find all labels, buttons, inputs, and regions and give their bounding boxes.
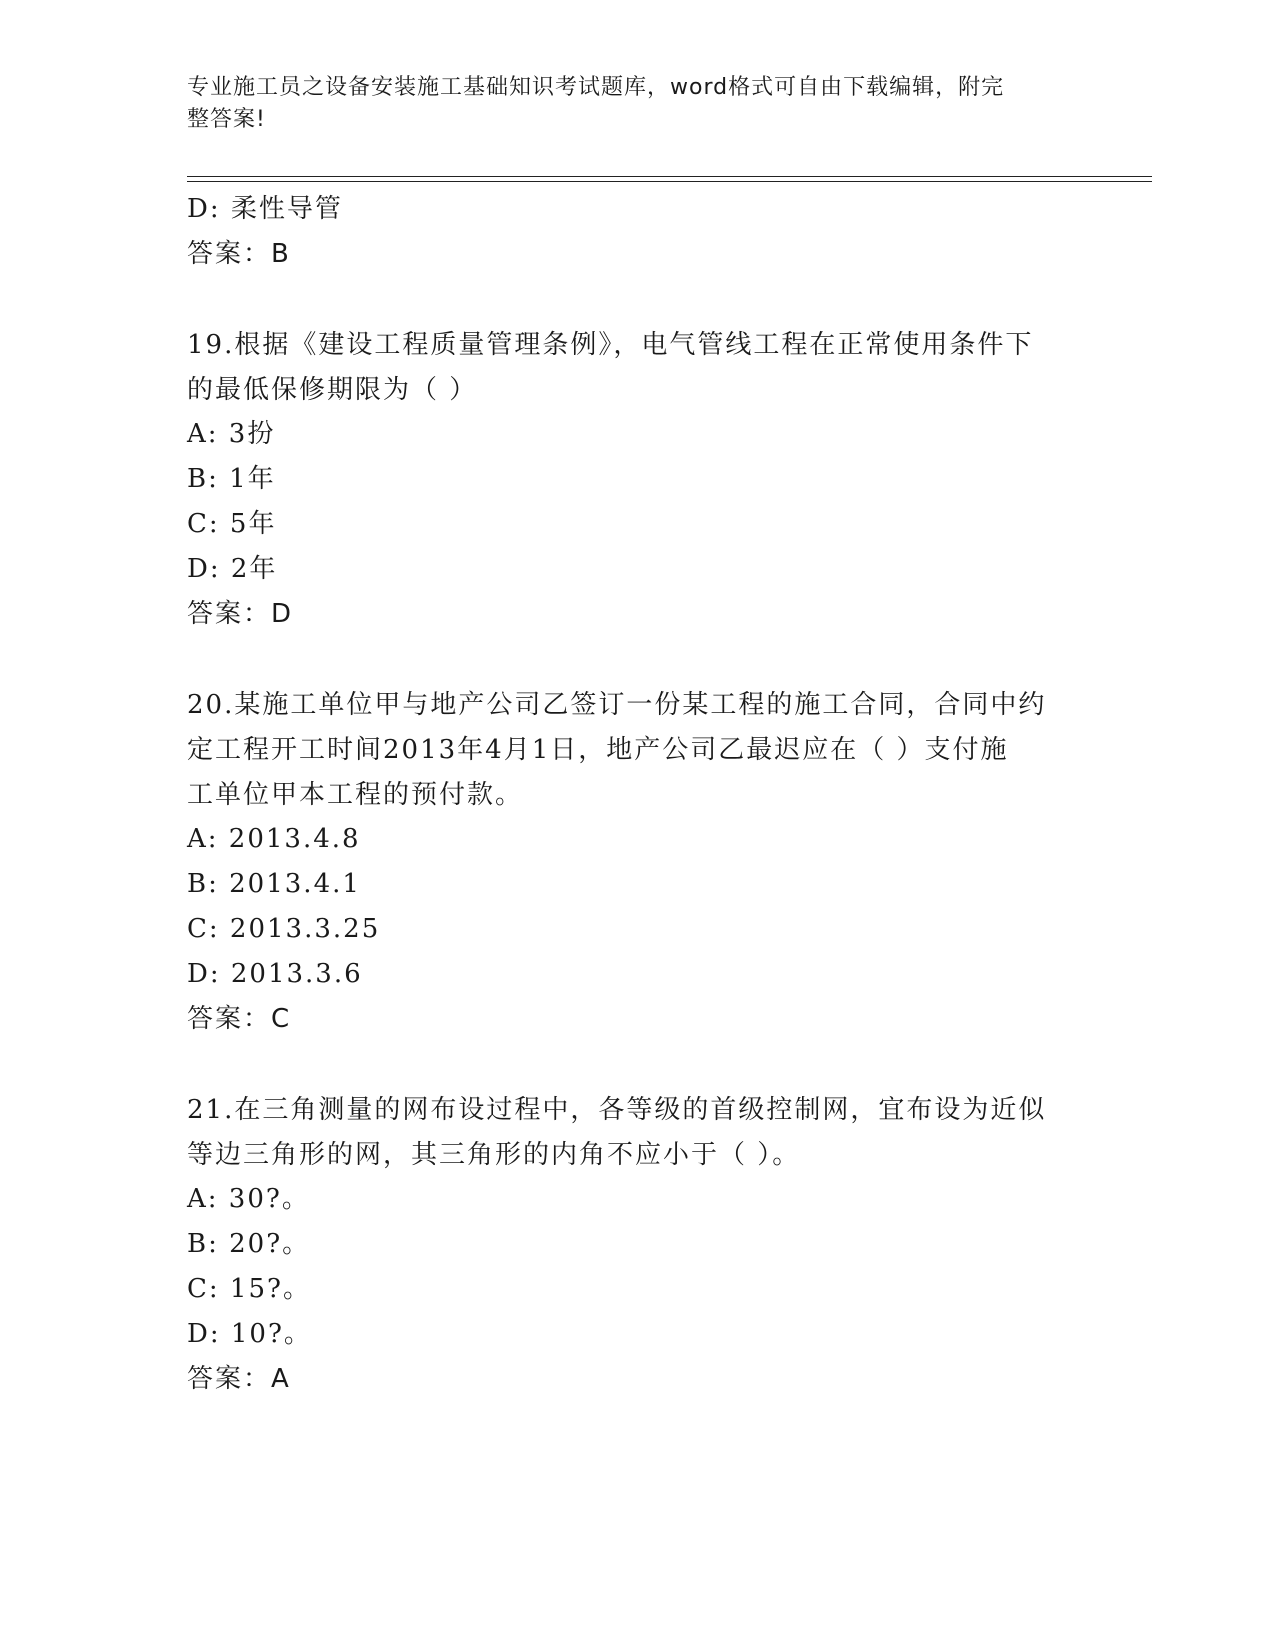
question-text: 定工程开工时间2013年4月1日，地产公司乙最迟应在（ ）支付施 (187, 735, 1009, 765)
option-d: D: 柔性导管 (187, 194, 343, 224)
question-text: 19.根据《建设工程质量管理条例》，电气管线工程在正常使用条件下 (187, 330, 1034, 360)
option-c: C: 15?。 (187, 1274, 311, 1304)
answer: 答案：C (187, 1004, 292, 1034)
question-text: 的最低保修期限为（ ） (187, 375, 478, 405)
option-b: B: 2013.4.1 (187, 869, 361, 899)
question-20 (187, 682, 1087, 1042)
question-text: 工单位甲本工程的预付款。 (187, 780, 524, 810)
option-d: D: 10?。 (187, 1319, 312, 1349)
question-19 (187, 322, 1087, 637)
option-a: A: 3扮 (187, 419, 276, 449)
question-text: 21.在三角测量的网布设过程中，各等级的首级控制网，宜布设为近似 (187, 1095, 1047, 1125)
option-d: D: 2013.3.6 (187, 959, 363, 989)
answer: 答案：A (187, 1364, 291, 1394)
option-c: C: 5年 (187, 509, 277, 539)
question-text: 20.某施工单位甲与地产公司乙签订一份某工程的施工合同，合同中约 (187, 690, 1047, 720)
option-b: B: 20?。 (187, 1229, 311, 1259)
option-c: C: 2013.3.25 (187, 914, 381, 944)
option-a: A: 2013.4.8 (187, 824, 361, 854)
header-title-line-1: 专业施工员之设备安装施工基础知识考试题库，word格式可自由下载编辑，附完 (187, 75, 1005, 100)
header-title-line-2: 整答案! (187, 107, 266, 132)
question-21 (187, 1087, 1087, 1402)
option-d: D: 2年 (187, 554, 278, 584)
header-divider-bottom (187, 181, 1152, 182)
header-divider-top (187, 176, 1152, 177)
option-b: B: 1年 (187, 464, 276, 494)
document-header (187, 72, 1067, 136)
answer: 答案：D (187, 599, 294, 629)
option-a: A: 30?。 (187, 1184, 310, 1214)
question-text: 等边三角形的网，其三角形的内角不应小于（ ）。 (187, 1140, 801, 1170)
question-list (187, 187, 1087, 1402)
answer: 答案：B (187, 239, 291, 269)
